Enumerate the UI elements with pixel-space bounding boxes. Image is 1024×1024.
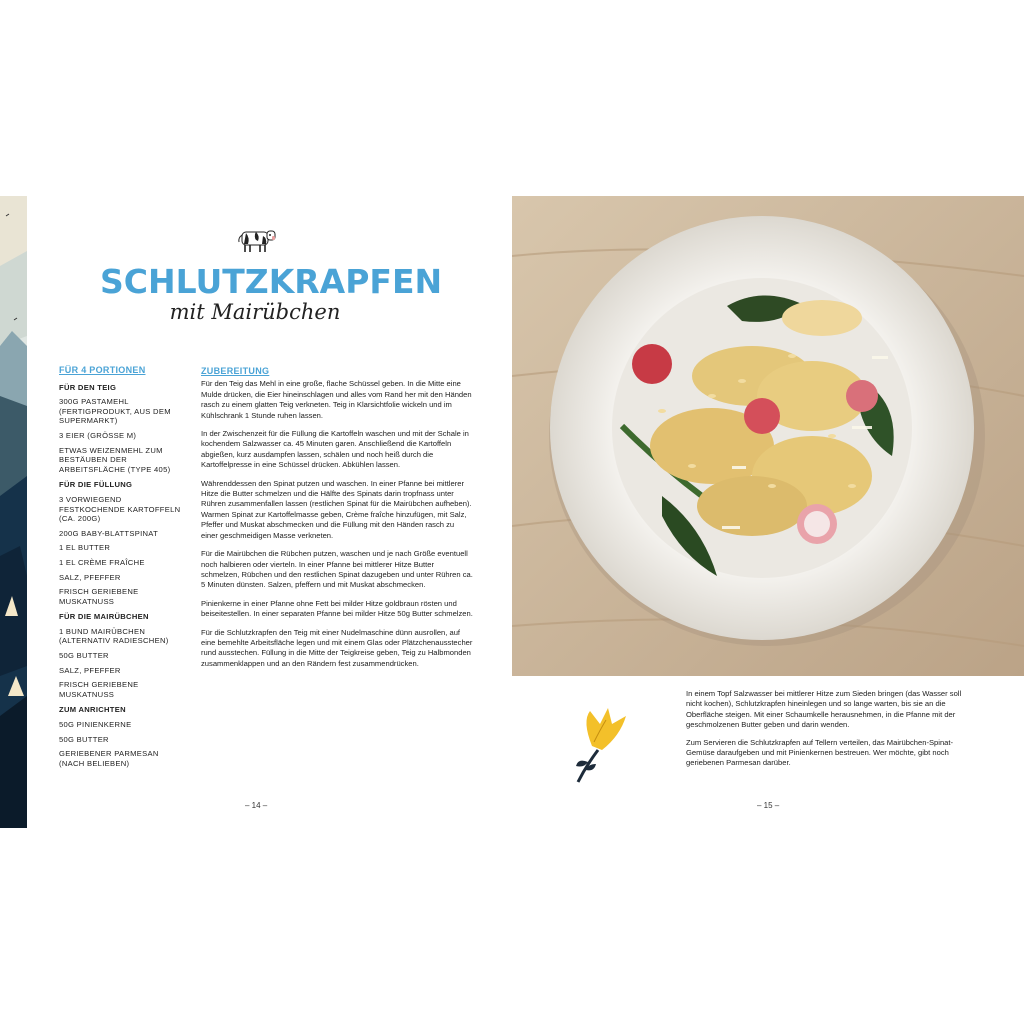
method-paragraph: Währenddessen den Spinat putzen und waschen. In einer Pfanne bei mittlerer Hitze die Butter schmelzen und die Hälfte des Spinats darin tropfnass unter Rühren zusammenfallen lassen (restlichen Spinat für die Mairübchen aufheben). Warmen Spinat zur Kartoffelmasse geben, Crème fraîche hinzufügen, mit Salz, Pfeffer und Muskat abschmecken und die Füllung mit den Händen rasch zu einer geschmeidigen Masse verkneten. xyxy=(201,478,472,540)
ingredient-item: 1 BUND MAIRÜBCHEN (ALTERNATIV RADIESCHEN) xyxy=(59,626,169,646)
ingredient-item: 3 EIER (GRÖSSE M) xyxy=(59,430,137,440)
method-paragraph: Für den Teig das Mehl in eine große, flache Schüssel geben. In die Mitte eine Mulde drücken, die Eier hineinschlagen und alles vom Rand her mit den Händen rasch zu einem glatten Teig verkneten. Teig in Klarsichtfolie wickeln und im Kühlschrank 1 Stunde ruhen lassen. xyxy=(201,379,472,420)
ingredient-item: 1 EL BUTTER xyxy=(59,543,111,553)
ingredient-item: 300G PASTAMEHL (FERTIGPRODUKT, AUS DEM SUPERMARKT) xyxy=(59,397,171,426)
right-column-text xyxy=(686,689,971,776)
section-title: ZUM ANRICHTEN xyxy=(59,705,126,715)
method-paragraph: In der Zwischenzeit für die Füllung die Kartoffeln waschen und mit der Schale in kochendem Salzwasser ca. 45 Minuten garen. Anschließend die Kartoffeln abgießen, kurz ausdampfen lassen, schälen und noch heiß durch die Kartoffelpresse in eine Schüssel drücken. Abkühlen lassen. xyxy=(201,429,469,470)
ingredients-list xyxy=(59,366,184,773)
right-paragraph: In einem Topf Salzwasser bei mittlerer Hitze zum Sieden bringen (das Wasser soll nicht kochen), Schlutzkrapfen hineinlegen und so lange warten, bis sie an die Oberfläche steigen. Mit einer Schaumkelle herausnehmen, in die Pfanne mit der geschmolzenen Butter geben und darin wenden. xyxy=(686,689,962,730)
ingredient-item: 50G BUTTER xyxy=(59,651,109,661)
gentian-flower-icon xyxy=(572,706,632,786)
method-paragraph: Für die Schlutzkrapfen den Teig mit einer Nudelmaschine dünn ausrollen, auf eine bemehlte Arbeitsfläche legen und mit einem Glas oder Plätzchenausstecher rund ausstechen. Füllung in die Mitte der Teigkreise geben, Teig zu Halbmonden zusammenklappen und an den Rändern fest zusammendrücken. xyxy=(201,627,473,668)
method-heading: ZUBEREITUNG xyxy=(201,366,270,376)
ingredient-item: GERIEBENER PARMESAN (NACH BELIEBEN) xyxy=(59,749,159,768)
dish-photo xyxy=(512,196,1024,676)
ingredient-item: 50G BUTTER xyxy=(59,734,109,744)
section-title: FÜR DEN TEIG xyxy=(59,382,117,392)
ingredient-item: 3 VORWIEGEND FESTKOCHENDE KARTOFFELN (CA. 200G) xyxy=(59,494,181,524)
ingredient-item: 200G BABY-BLATTSPINAT xyxy=(59,528,159,538)
right-paragraph: Zum Servieren die Schlutzkrapfen auf Tellern verteilen, das Mairübchen-Spinat-Gemüse daraufgeben und mit Pinienkernen bestreuen. Wer möchte, gibt noch geriebenen Parmesan darüber. xyxy=(686,737,954,768)
page-number-right: – 15 – xyxy=(757,801,780,810)
recipe-subtitle: mit Mairübchen xyxy=(169,300,341,324)
ingredient-item: FRISCH GERIEBENE MUSKATNUSS xyxy=(59,680,139,699)
ingredient-item: SALZ, PFEFFER xyxy=(59,665,121,675)
method-paragraph: Für die Mairübchen die Rübchen putzen, waschen und je nach Größe eventuell noch halbieren oder vierteln. In einer Pfanne bei mittlerer Hitze Butter schmelzen, Rübchen und den restlichen Spinat dazugeben und unter Rühren ca. 5 Minuten dünsten. Salzen, pfeffern und mit Muskat abschmecken. xyxy=(201,549,473,590)
section-title: FÜR DIE FÜLLUNG xyxy=(59,480,133,490)
method-text xyxy=(201,366,473,677)
ingredient-item: SALZ, PFEFFER xyxy=(59,572,121,582)
cow-icon xyxy=(236,226,276,254)
portions-heading: FÜR 4 PORTIONEN xyxy=(59,365,146,375)
section-title: FÜR DIE MAIRÜBCHEN xyxy=(59,612,149,622)
recipe-title: SCHLUTZKRAPFEN xyxy=(100,262,443,301)
ingredient-item: ETWAS WEIZENMEHL ZUM BESTÄUBEN DER ARBEITSFLÄCHE (TYPE 405) xyxy=(59,445,171,474)
method-paragraph: Pinienkerne in einer Pfanne ohne Fett bei milder Hitze goldbraun rösten und beiseitestellen. In einer separaten Pfanne bei milder Hitze 50g Butter schmelzen. xyxy=(201,598,473,619)
ingredient-item: FRISCH GERIEBENE MUSKATNUSS xyxy=(59,587,139,606)
ingredient-item: 1 EL CRÈME FRAÎCHE xyxy=(59,557,145,567)
page-number-left: – 14 – xyxy=(245,801,268,810)
side-illustration xyxy=(0,196,27,828)
ingredient-item: 50G PINIENKERNE xyxy=(59,720,132,730)
